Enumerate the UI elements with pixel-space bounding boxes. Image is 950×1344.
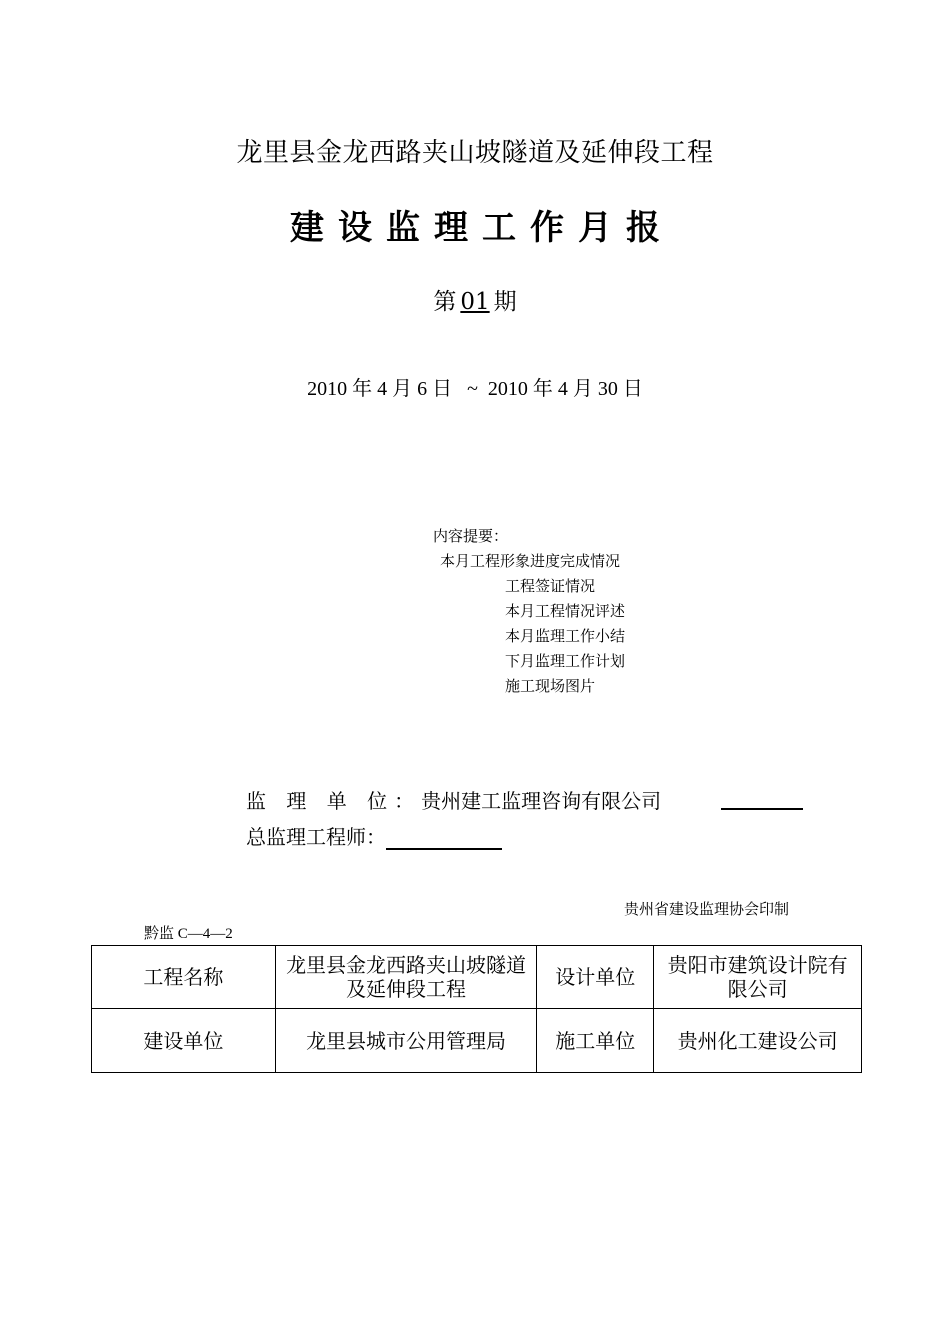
contents-item: 本月工程情况评述 xyxy=(505,602,626,620)
supervisor-name: 贵州建工监理咨询有限公司 xyxy=(421,789,662,813)
contents-item: 本月工程形象进度完成情况 xyxy=(440,552,621,570)
contents-item: 下月监理工作计划 xyxy=(505,652,626,670)
printer-note: 贵州省建设监理协会印制 xyxy=(624,900,790,918)
issue-prefix: 第 xyxy=(433,289,457,315)
project-info-table xyxy=(91,945,862,1073)
chief-engineer-signature-blank xyxy=(386,830,502,850)
report-title: 建设监理工作月报 xyxy=(290,208,674,248)
table-cell-value: 龙里县城市公用管理局 xyxy=(275,1009,537,1073)
table-row xyxy=(92,946,862,1009)
issue-suffix: 期 xyxy=(493,289,517,315)
table-cell-label: 工程名称 xyxy=(92,946,276,1009)
contents-item: 施工现场图片 xyxy=(505,677,596,695)
table-cell-value: 贵州化工建设公司 xyxy=(654,1009,862,1073)
form-code: 黔监 C—4—2 xyxy=(144,926,233,942)
table-row xyxy=(92,1009,862,1073)
issue-number: 01 xyxy=(460,289,490,315)
chief-engineer-label: 总监理工程师： xyxy=(246,825,386,849)
contents-heading: 内容提要： xyxy=(433,527,509,545)
supervisor-signature-blank xyxy=(721,790,803,810)
table-cell-label: 建设单位 xyxy=(92,1009,276,1073)
report-period: 2010 年 4 月 6 日 ~ 2010 年 4 月 30 日 xyxy=(307,378,643,400)
table-cell-label: 设计单位 xyxy=(537,946,654,1009)
table-cell-value: 龙里县金龙西路夹山坡隧道及延伸段工程 xyxy=(275,946,537,1009)
table-cell-value: 贵阳市建筑设计院有限公司 xyxy=(654,946,862,1009)
blank-underline xyxy=(721,790,803,810)
chief-engineer-line xyxy=(246,821,502,850)
supervisor-label: 监 理 单 位： xyxy=(246,789,422,813)
project-title: 龙里县金龙西路夹山坡隧道及延伸段工程 xyxy=(236,138,714,168)
issue-number-line xyxy=(0,283,950,316)
contents-item: 本月监理工作小结 xyxy=(505,627,626,645)
contents-item: 工程签证情况 xyxy=(505,577,596,595)
supervisor-line xyxy=(246,785,661,814)
table-cell-label: 施工单位 xyxy=(537,1009,654,1073)
